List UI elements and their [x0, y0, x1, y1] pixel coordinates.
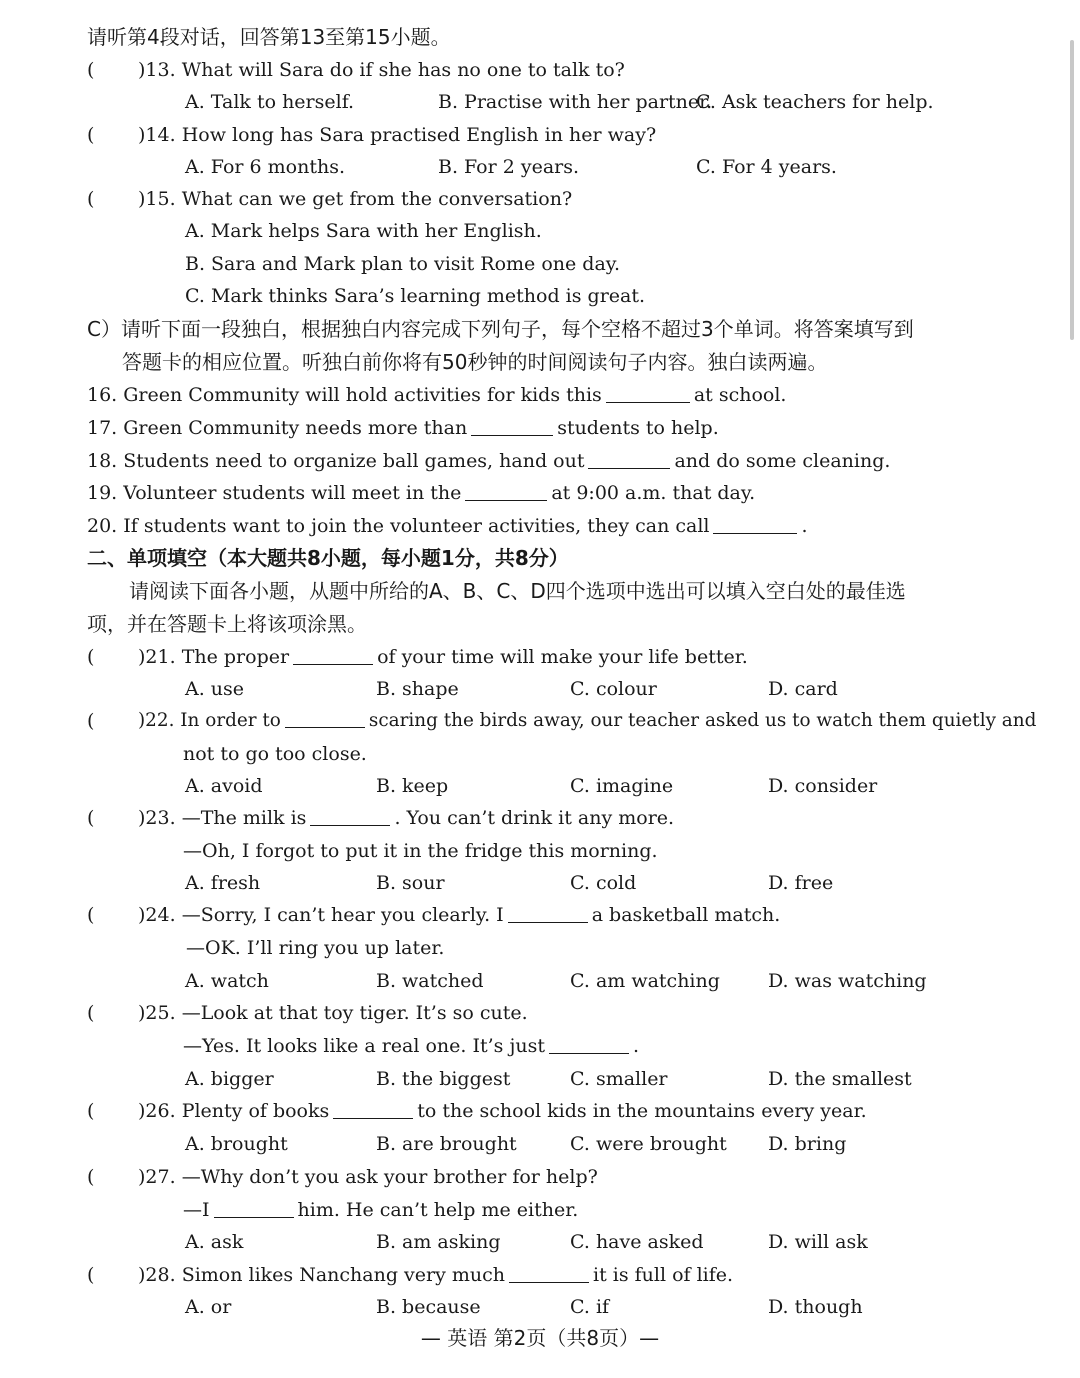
question-text — [138, 642, 748, 672]
option-c: C. For 4 years. — [696, 156, 837, 178]
sentence-end: it is full of life. — [593, 1264, 734, 1286]
option-c: C. Ask teachers for help. — [696, 91, 934, 113]
option-d: D. will ask — [768, 1231, 868, 1253]
sentence-start: 16. Green Community will hold activities for kids this — [87, 384, 602, 406]
option-a: A. or — [185, 1296, 232, 1318]
section-c-instruction-line1: C）请听下面一段独白，根据独白内容完成下列句子，每个空格不超过3个单词。将答案填写到 — [87, 317, 914, 341]
question-text — [138, 120, 656, 150]
question-number: )14. — [138, 124, 176, 146]
dialogue-reply: —OK. I’ll ring you up later. — [186, 937, 445, 959]
option-b: B. watched — [376, 970, 484, 992]
question-20 — [87, 511, 808, 541]
question-19 — [87, 478, 755, 508]
part-2-instruction-line1: 请阅读下面各小题，从题中所给的A、B、C、D四个选项中选出可以填入空白处的最佳选 — [129, 579, 906, 603]
sentence-start: Plenty of books — [181, 1100, 330, 1122]
option-b: B. For 2 years. — [438, 156, 580, 178]
answer-paren[interactable]: ( — [87, 807, 95, 829]
sentence-start: Simon likes Nanchang very much — [181, 1264, 506, 1286]
question-number: )22. — [138, 710, 175, 731]
dialogue-reply — [183, 1195, 578, 1225]
answer-blank[interactable] — [465, 482, 547, 501]
option-d: D. card — [768, 678, 838, 700]
answer-paren[interactable]: ( — [87, 904, 95, 926]
dialogue-reply — [183, 1031, 639, 1061]
answer-blank[interactable] — [713, 515, 797, 534]
option-b: B. are brought — [376, 1133, 517, 1155]
question-number: )21. — [138, 646, 176, 668]
option-d: D. free — [768, 872, 834, 894]
option-b: B. shape — [376, 678, 459, 700]
answer-blank[interactable] — [471, 417, 553, 436]
option-c: C. if — [570, 1296, 610, 1318]
answer-blank[interactable] — [293, 646, 373, 665]
answer-paren[interactable]: ( — [87, 124, 95, 146]
option-a: A. Talk to herself. — [185, 91, 355, 113]
answer-blank[interactable] — [549, 1035, 629, 1054]
option-a: A. For 6 months. — [185, 156, 345, 178]
question-text — [138, 706, 1036, 736]
option-b: B. am asking — [376, 1231, 501, 1253]
answer-blank[interactable] — [588, 450, 670, 469]
option-d: D. though — [768, 1296, 863, 1318]
question-number: )28. — [138, 1264, 176, 1286]
scrollbar[interactable] — [1070, 40, 1074, 340]
option-c: C. imagine — [570, 775, 674, 797]
question-text — [138, 900, 780, 930]
sentence-start: 18. Students need to organize ball games, hand out — [87, 450, 585, 472]
question-number: )15. — [138, 188, 176, 210]
option-c: C. were brought — [570, 1133, 727, 1155]
sentence-start: 17. Green Community needs more than — [87, 417, 468, 439]
question-stem: What will Sara do if she has no one to talk to? — [181, 59, 625, 81]
option-c: C. Mark thinks Sara’s learning method is great. — [185, 285, 646, 307]
question-stem: —Why don’t you ask your brother for help? — [181, 1166, 598, 1188]
sentence-start: 19. Volunteer students will meet in the — [87, 482, 462, 504]
option-a: A. use — [185, 678, 245, 700]
option-d: D. was watching — [768, 970, 927, 992]
question-number: )13. — [138, 59, 176, 81]
option-b: B. sour — [376, 872, 445, 894]
question-number: )24. — [138, 904, 176, 926]
option-c: C. cold — [570, 872, 637, 894]
option-b: B. Practise with her partner. — [438, 91, 713, 113]
question-continuation: not to go too close. — [183, 743, 367, 765]
question-text — [138, 55, 625, 85]
answer-blank[interactable] — [333, 1100, 413, 1119]
sentence-start: —I — [183, 1199, 210, 1221]
option-b: B. the biggest — [376, 1068, 511, 1090]
answer-paren[interactable]: ( — [87, 1100, 95, 1122]
page-footer: — 英语 第2页（共8页）— — [420, 1326, 660, 1350]
sentence-end: and do some cleaning. — [674, 450, 891, 472]
sentence-end: . — [632, 1035, 640, 1057]
option-a: A. Mark helps Sara with her English. — [185, 220, 542, 242]
question-number: )26. — [138, 1100, 176, 1122]
option-b: B. keep — [376, 775, 449, 797]
question-number: )27. — [138, 1166, 176, 1188]
answer-blank[interactable] — [508, 904, 588, 923]
option-a: A. watch — [185, 970, 269, 992]
answer-paren[interactable]: ( — [87, 710, 95, 732]
answer-paren[interactable]: ( — [87, 1002, 95, 1024]
sentence-start: The proper — [181, 646, 290, 668]
option-a: A. brought — [185, 1133, 288, 1155]
answer-paren[interactable]: ( — [87, 646, 95, 668]
option-a: A. avoid — [185, 775, 263, 797]
sentence-start: —The milk is — [181, 807, 307, 829]
answer-paren[interactable]: ( — [87, 188, 95, 210]
answer-paren[interactable]: ( — [87, 1264, 95, 1286]
sentence-start: 20. If students want to join the volunteer activities, they can call — [87, 515, 710, 537]
option-a: A. ask — [185, 1231, 244, 1253]
answer-blank[interactable] — [214, 1199, 294, 1218]
sentence-start: —Yes. It looks like a real one. It’s just — [183, 1035, 545, 1057]
answer-blank[interactable] — [509, 1264, 589, 1283]
sentence-end: him. He can’t help me either. — [297, 1199, 579, 1221]
question-18 — [87, 446, 890, 476]
option-a: A. bigger — [185, 1068, 274, 1090]
sentence-end: . You can’t drink it any more. — [394, 807, 675, 829]
question-16 — [87, 380, 786, 410]
question-stem: What can we get from the conversation? — [181, 188, 573, 210]
question-stem: —Look at that toy tiger. It’s so cute. — [181, 1002, 528, 1024]
option-c: C. smaller — [570, 1068, 668, 1090]
question-text — [138, 1260, 733, 1290]
question-text — [138, 1096, 867, 1126]
sentence-end: a basketball match. — [591, 904, 781, 926]
sentence-end: at school. — [693, 384, 787, 406]
question-stem: How long has Sara practised English in her way? — [181, 124, 657, 146]
sentence-end: students to help. — [557, 417, 719, 439]
sentence-end: . — [801, 515, 808, 537]
sentence-end: of your time will make your life better. — [377, 646, 748, 668]
option-c: C. am watching — [570, 970, 720, 992]
question-number: )25. — [138, 1002, 176, 1024]
question-17 — [87, 413, 719, 443]
answer-blank[interactable] — [606, 384, 690, 403]
question-text — [138, 803, 674, 833]
option-d: D. consider — [768, 775, 878, 797]
section-b-intro: 请听第4段对话，回答第13至第15小题。 — [87, 25, 451, 49]
section-c-instruction-line2: 答题卡的相应位置。听独白前你将有50秒钟的时间阅读句子内容。独白读两遍。 — [122, 350, 828, 374]
option-a: A. fresh — [185, 872, 261, 894]
dialogue-reply: —Oh, I forgot to put it in the fridge this morning. — [183, 840, 658, 862]
question-text — [138, 998, 528, 1028]
sentence-start: —Sorry, I can’t hear you clearly. I — [181, 904, 504, 926]
part-2-instruction-line2: 项，并在答题卡上将该项涂黑。 — [87, 612, 367, 636]
sentence-end: scaring the birds away, our teacher asked us to watch them quietly and — [368, 710, 1037, 731]
answer-paren[interactable]: ( — [87, 1166, 95, 1188]
sentence-end: at 9:00 a.m. that day. — [551, 482, 756, 504]
sentence-start: In order to — [180, 710, 281, 731]
question-text — [138, 1162, 598, 1192]
option-d: D. bring — [768, 1133, 847, 1155]
option-c: C. colour — [570, 678, 657, 700]
question-text — [138, 184, 572, 214]
option-b: B. because — [376, 1296, 481, 1318]
option-b: B. Sara and Mark plan to visit Rome one day. — [185, 253, 621, 275]
answer-blank[interactable] — [310, 807, 390, 826]
part-2-title: 二、单项填空（本大题共8小题，每小题1分，共8分） — [87, 546, 569, 570]
question-number: )23. — [138, 807, 176, 829]
sentence-end: to the school kids in the mountains every year. — [417, 1100, 867, 1122]
answer-blank[interactable] — [285, 709, 365, 728]
option-c: C. have asked — [570, 1231, 704, 1253]
answer-paren[interactable]: ( — [87, 59, 95, 81]
option-d: D. the smallest — [768, 1068, 912, 1090]
